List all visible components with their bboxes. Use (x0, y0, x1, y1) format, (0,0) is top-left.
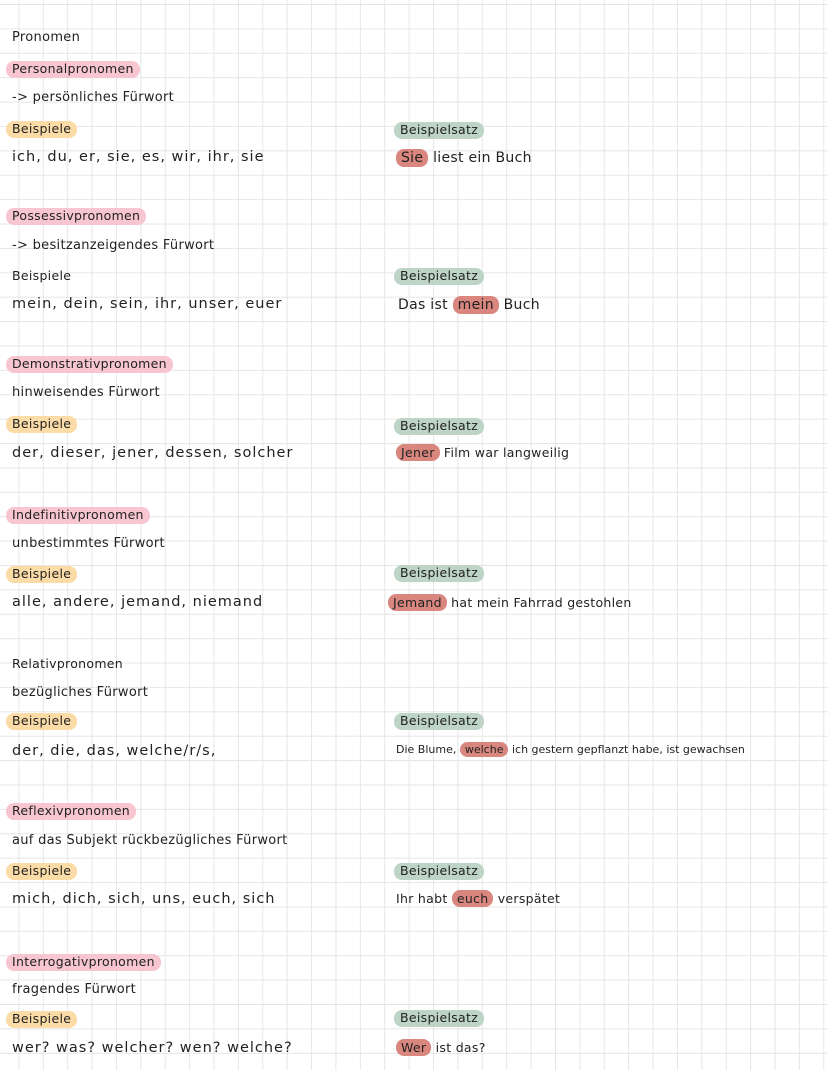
section-heading: Indefinitivpronomen (6, 507, 150, 524)
examples-list: der, dieser, jener, dessen, solcher (12, 445, 294, 461)
sentence-highlight: Jemand (388, 594, 447, 611)
sentence-highlight: Sie (396, 149, 428, 167)
example-sentence-label: Beispielsatz (394, 713, 484, 730)
example-sentence-label: Beispielsatz (394, 122, 484, 139)
section-heading: Demonstrativpronomen (6, 356, 173, 373)
section-heading: Possessivpronomen (6, 208, 146, 225)
example-sentence (396, 1042, 486, 1055)
sentence-highlight: welche (460, 742, 509, 757)
sentence-rest: ist das? (435, 1040, 486, 1055)
examples-label: Beispiele (6, 713, 77, 730)
sentence-highlight: euch (452, 890, 494, 907)
example-sentence-label: Beispielsatz (394, 1010, 484, 1027)
example-sentence (396, 744, 745, 755)
examples-list: der, die, das, welche/r/s, (12, 743, 217, 759)
examples-list: alle, andere, jemand, niemand (12, 594, 264, 610)
examples-label: Beispiele (6, 121, 77, 138)
section-description: auf das Subjekt rückbezügliches Fürwort (12, 833, 288, 848)
sentence-highlight: mein (453, 296, 499, 314)
sentence-before: Ihr habt (396, 891, 448, 906)
sentence-highlight: Wer (396, 1039, 431, 1056)
example-sentence-label: Beispielsatz (394, 565, 484, 582)
examples-label: Beispiele (6, 863, 77, 880)
section-heading: Reflexivpronomen (6, 803, 136, 820)
examples-list: mich, dich, sich, uns, euch, sich (12, 891, 276, 907)
examples-label: Beispiele (6, 416, 77, 433)
sentence-rest: verspätet (497, 891, 561, 906)
examples-label: Beispiele (6, 1011, 77, 1028)
example-sentence (396, 447, 569, 460)
examples-label: Beispiele (6, 566, 77, 583)
example-sentence-label: Beispielsatz (394, 863, 484, 880)
example-sentence (398, 298, 540, 312)
example-sentence-label: Beispielsatz (394, 268, 484, 285)
examples-label: Beispiele (12, 268, 72, 283)
sentence-before: Das ist (398, 297, 448, 313)
examples-list: ich, du, er, sie, es, wir, ihr, sie (12, 149, 265, 165)
section-heading: Personalpronomen (6, 61, 140, 78)
sentence-rest: Film war langweilig (443, 445, 570, 460)
example-sentence (396, 151, 532, 165)
examples-list: wer? was? welcher? wen? welche? (12, 1040, 293, 1056)
section-heading: Relativpronomen (12, 656, 124, 671)
section-description: -> besitzanzeigendes Fürwort (12, 238, 215, 253)
sentence-rest: ich gestern gepflanzt habe, ist gewachsen (511, 743, 745, 756)
example-sentence (388, 597, 632, 610)
sentence-rest: Buch (503, 297, 540, 313)
section-description: hinweisendes Fürwort (12, 385, 160, 400)
sentence-highlight: Jener (396, 444, 440, 461)
section-description: -> persönliches Fürwort (12, 90, 175, 105)
section-description: fragendes Fürwort (12, 982, 137, 997)
example-sentence-label: Beispielsatz (394, 418, 484, 435)
sentence-rest: hat mein Fahrrad gestohlen (451, 595, 632, 610)
examples-list: mein, dein, sein, ihr, unser, euer (12, 296, 283, 312)
sentence-before: Die Blume, (396, 743, 457, 756)
section-description: unbestimmtes Fürwort (12, 536, 165, 551)
example-sentence (396, 893, 560, 906)
section-heading: Interrogativpronomen (6, 954, 161, 971)
page-title: Pronomen (12, 30, 81, 45)
sentence-rest: liest ein Buch (433, 150, 532, 166)
section-description: bezügliches Fürwort (12, 685, 149, 700)
